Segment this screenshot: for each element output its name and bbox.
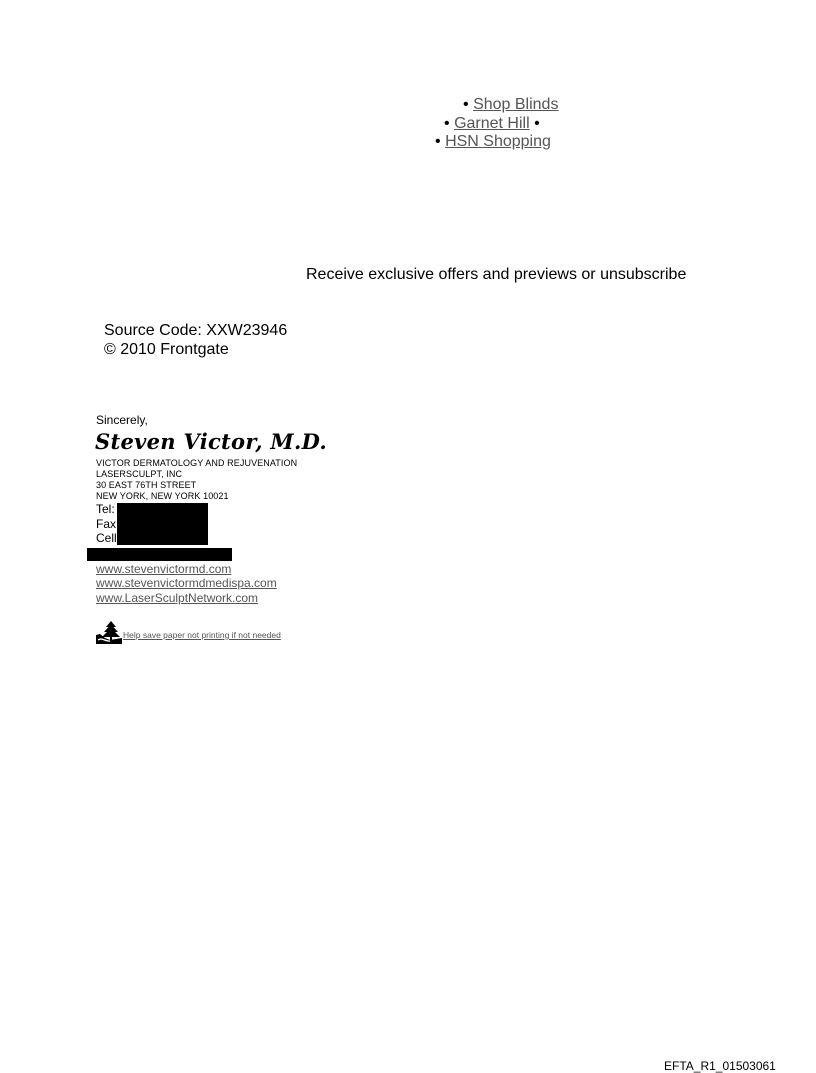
tree-icon <box>96 620 122 644</box>
bullet: • <box>534 115 540 132</box>
address-line: 30 EAST 76TH STREET <box>96 480 197 490</box>
fax-label: Fax <box>96 517 117 531</box>
offers-text: Receive exclusive offers and previews or unsubscribe <box>306 266 687 283</box>
website-link[interactable]: www.LaserSculptNetwork.com <box>96 591 259 605</box>
nav-item-hsn-shopping <box>435 133 551 151</box>
tel-label: Tel: <box>96 502 115 516</box>
eco-note[interactable]: Help save paper not printing if not needed <box>123 630 281 640</box>
redaction-box <box>87 548 232 561</box>
signature-name: Steven Victor, M.D. <box>95 429 327 454</box>
address-line: NEW YORK, NEW YORK 10021 <box>96 491 229 501</box>
garnet-hill-link[interactable]: Garnet Hill <box>454 115 530 132</box>
nav-item-shop-blinds <box>463 96 558 114</box>
org-line: LASERSCULPT, INC <box>96 469 183 479</box>
hsn-shopping-link[interactable]: HSN Shopping <box>445 133 551 150</box>
source-code: Source Code: XXW23946 <box>104 322 288 339</box>
bullet: • <box>444 115 450 132</box>
nav-item-garnet-hill <box>444 115 540 133</box>
website-link[interactable]: www.stevenvictormdmedispa.com <box>96 576 277 590</box>
document-id: EFTA_R1_01503061 <box>664 1059 776 1073</box>
bullet: • <box>435 133 441 150</box>
website-link[interactable]: www.stevenvictormd.com <box>96 562 232 576</box>
bullet: • <box>463 96 469 113</box>
closing: Sincerely, <box>96 413 148 427</box>
shop-blinds-link[interactable]: Shop Blinds <box>473 96 559 113</box>
redaction-box <box>117 503 208 545</box>
org-line: VICTOR DERMATOLOGY AND REJUVENATION <box>96 458 298 468</box>
cell-label: Cell <box>96 531 117 545</box>
copyright: © 2010 Frontgate <box>104 341 229 358</box>
